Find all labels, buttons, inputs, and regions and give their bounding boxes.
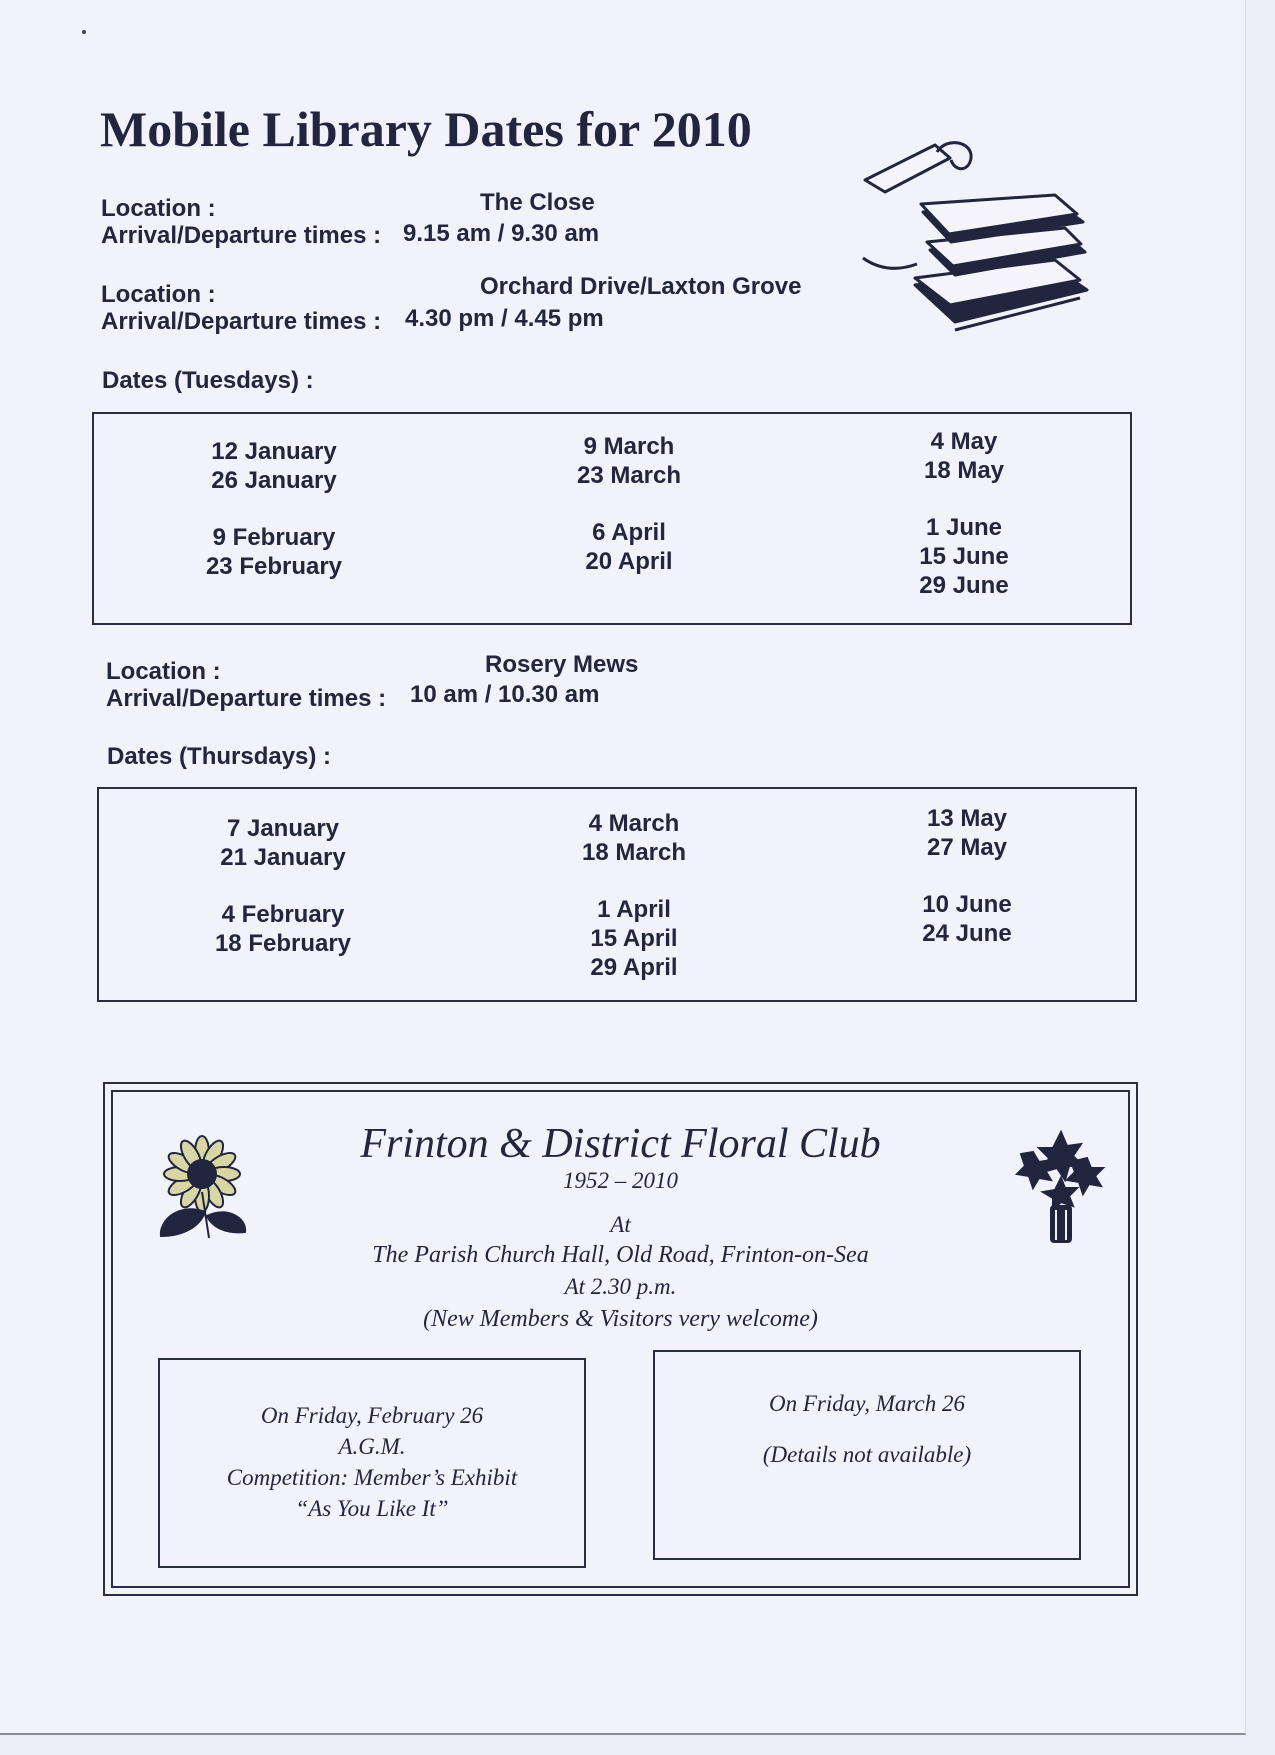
event-mar-box bbox=[653, 1350, 1081, 1560]
times-label: Arrival/Departure times : bbox=[101, 308, 382, 335]
club-venue: The Parish Church Hall, Old Road, Frinton-on-Sea bbox=[372, 1242, 869, 1268]
date-item: 10 June bbox=[922, 891, 1012, 918]
date-item: 23 March bbox=[576, 462, 682, 489]
date-column bbox=[887, 804, 1047, 948]
date-item: 15 April bbox=[590, 925, 678, 952]
dates-label: Dates (Thursdays) : bbox=[107, 743, 332, 770]
location-label: Location : bbox=[101, 281, 216, 308]
date-item: 1 June bbox=[925, 514, 1003, 541]
club-welcome: (New Members & Visitors very welcome) bbox=[423, 1306, 818, 1332]
date-item: 4 February bbox=[221, 901, 345, 928]
event-date: On Friday, March 26 bbox=[769, 1391, 965, 1416]
event-theme: “As You Like It” bbox=[295, 1496, 449, 1521]
date-item: 18 February bbox=[214, 930, 352, 957]
tuesday-dates-box bbox=[92, 412, 1132, 625]
date-item: 24 June bbox=[922, 920, 1012, 947]
date-item: 9 February bbox=[212, 524, 336, 551]
date-item: 13 May bbox=[926, 805, 1008, 832]
event-details: (Details not available) bbox=[762, 1442, 972, 1467]
date-item: 27 May bbox=[926, 834, 1008, 861]
location-value: Rosery Mews bbox=[485, 651, 639, 678]
date-column bbox=[549, 432, 709, 576]
stack-of-books-icon bbox=[855, 140, 1105, 340]
date-item: 4 May bbox=[930, 428, 998, 455]
date-item: 26 January bbox=[211, 467, 337, 494]
times-value: 10 am / 10.30 am bbox=[410, 681, 600, 708]
date-column bbox=[884, 427, 1044, 600]
date-item: 18 March bbox=[581, 839, 687, 866]
location-value: The Close bbox=[480, 189, 595, 216]
club-time: At 2.30 p.m. bbox=[564, 1274, 677, 1299]
date-item: 6 April bbox=[592, 519, 666, 546]
times-label: Arrival/Departure times : bbox=[101, 222, 382, 249]
date-item: 18 May bbox=[923, 457, 1005, 484]
event-date: On Friday, February 26 bbox=[260, 1403, 484, 1428]
paper-speck bbox=[82, 30, 86, 34]
date-item: 29 June bbox=[919, 572, 1009, 599]
date-item: 9 March bbox=[583, 433, 675, 460]
times-value: 9.15 am / 9.30 am bbox=[403, 220, 600, 247]
date-column bbox=[554, 809, 714, 982]
floral-club-inner-border bbox=[111, 1090, 1130, 1588]
floral-club-notice bbox=[103, 1082, 1138, 1596]
date-item: 7 January bbox=[226, 815, 340, 842]
date-item: 29 April bbox=[590, 954, 678, 981]
date-item: 20 April bbox=[585, 548, 673, 575]
location-value: Orchard Drive/Laxton Grove bbox=[480, 273, 802, 300]
date-item: 1 April bbox=[597, 896, 671, 923]
event-title: A.G.M. bbox=[338, 1434, 406, 1459]
dates-label: Dates (Tuesdays) : bbox=[102, 367, 314, 394]
event-competition: Competition: Member’s Exhibit bbox=[226, 1465, 518, 1490]
event-feb-box bbox=[158, 1358, 586, 1568]
date-item: 21 January bbox=[220, 844, 346, 871]
club-at: At bbox=[610, 1212, 631, 1237]
club-title: Frinton & District Floral Club bbox=[360, 1121, 881, 1167]
date-column bbox=[194, 437, 354, 581]
date-item: 4 March bbox=[588, 810, 680, 837]
location-label: Location : bbox=[106, 658, 221, 685]
date-item: 23 February bbox=[205, 553, 343, 580]
thursday-dates-box bbox=[97, 787, 1137, 1002]
times-label: Arrival/Departure times : bbox=[106, 685, 387, 712]
date-column bbox=[203, 814, 363, 958]
location-label: Location : bbox=[101, 195, 216, 222]
times-value: 4.30 pm / 4.45 pm bbox=[405, 305, 604, 332]
date-item: 12 January bbox=[211, 438, 337, 465]
page-title: Mobile Library Dates for 2010 bbox=[100, 101, 752, 157]
date-item: 15 June bbox=[919, 543, 1009, 570]
club-years: 1952 – 2010 bbox=[563, 1168, 678, 1193]
